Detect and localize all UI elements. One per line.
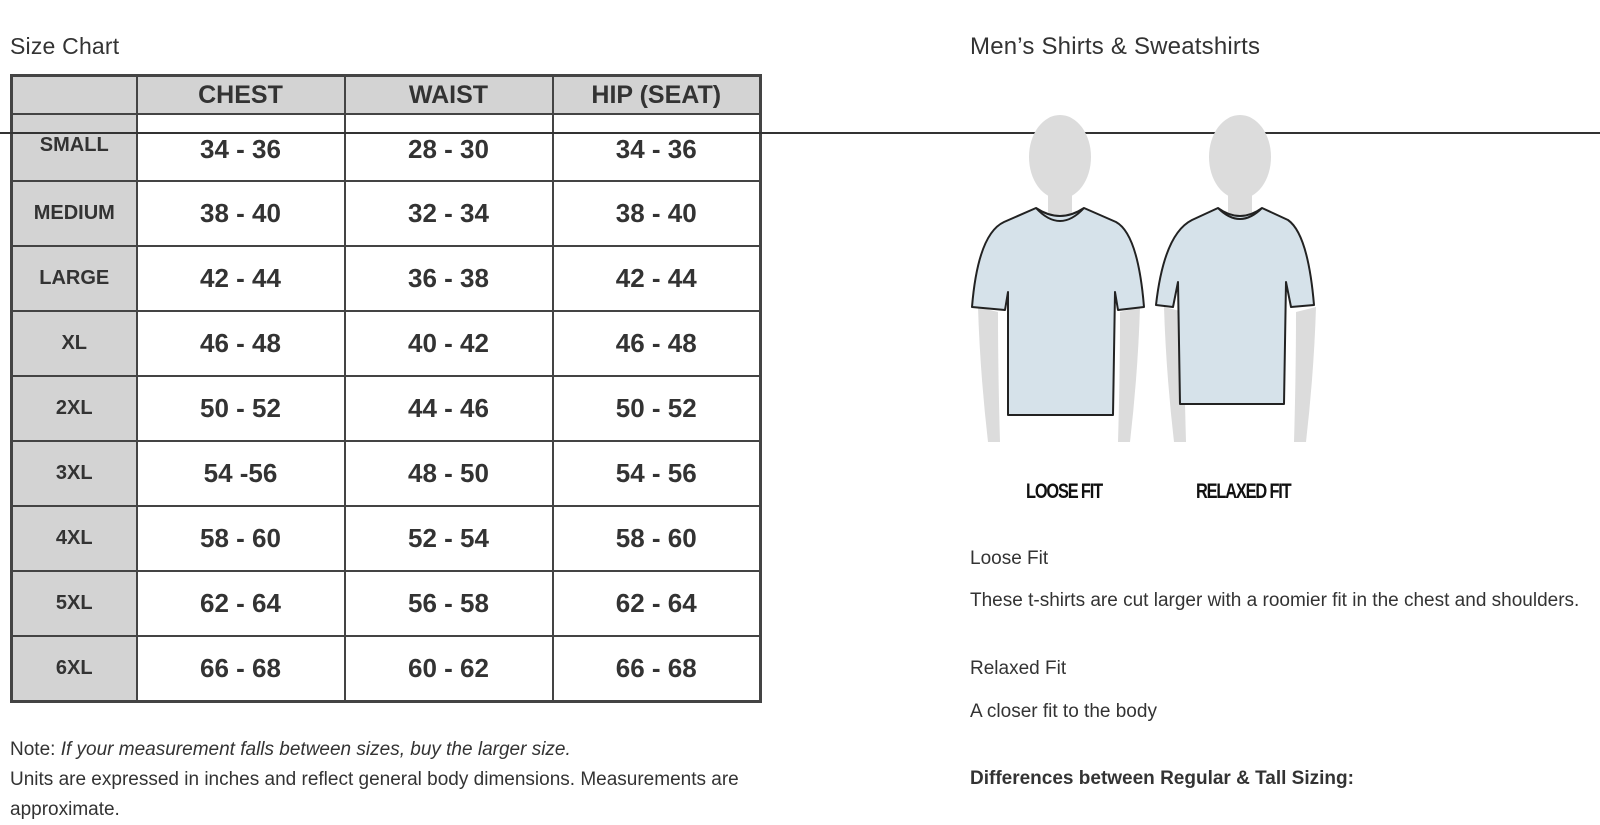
units-text: Units are expressed in inches and reflect general body dimensions. Measurements are approximate. bbox=[10, 769, 739, 820]
size-chart-table bbox=[10, 74, 762, 703]
waist-value: 32 - 34 bbox=[345, 181, 553, 246]
table-header-row bbox=[12, 76, 761, 115]
hip-value: 66 - 68 bbox=[553, 636, 761, 702]
relaxed-fit-description: A closer fit to the body bbox=[970, 701, 1157, 722]
chest-value: 42 - 44 bbox=[137, 246, 345, 311]
size-label: XL bbox=[12, 311, 137, 376]
size-note bbox=[10, 735, 780, 825]
hip-value: 54 - 56 bbox=[553, 441, 761, 506]
table-spacer-row bbox=[12, 114, 761, 132]
table-corner-cell bbox=[12, 76, 137, 115]
size-label: 2XL bbox=[12, 376, 137, 441]
hip-value: 34 - 36 bbox=[553, 132, 761, 181]
column-header-hip: HIP (SEAT) bbox=[553, 76, 761, 115]
note-label: Note: bbox=[10, 739, 56, 760]
size-chart-title: Size Chart bbox=[10, 33, 120, 59]
chest-value: 66 - 68 bbox=[137, 636, 345, 702]
column-header-waist: WAIST bbox=[345, 76, 553, 115]
relaxed-fit-heading: Relaxed Fit bbox=[970, 658, 1067, 679]
table-row bbox=[12, 246, 761, 311]
table-row bbox=[12, 441, 761, 506]
waist-value: 40 - 42 bbox=[345, 311, 553, 376]
waist-value: 60 - 62 bbox=[345, 636, 553, 702]
hip-value: 58 - 60 bbox=[553, 506, 761, 571]
chest-value: 38 - 40 bbox=[137, 181, 345, 246]
size-label: LARGE bbox=[12, 246, 137, 311]
chest-value: 58 - 60 bbox=[137, 506, 345, 571]
size-label: MEDIUM bbox=[12, 181, 137, 246]
fit-comparison-illustration bbox=[968, 112, 1328, 472]
waist-value: 36 - 38 bbox=[345, 246, 553, 311]
waist-value: 28 - 30 bbox=[345, 132, 553, 181]
column-header-chest: CHEST bbox=[137, 76, 345, 115]
relaxed-fit-shirt bbox=[1156, 208, 1314, 404]
waist-value: 52 - 54 bbox=[345, 506, 553, 571]
table-row bbox=[12, 376, 761, 441]
table-row bbox=[12, 181, 761, 246]
chest-value: 62 - 64 bbox=[137, 571, 345, 636]
chest-value: 50 - 52 bbox=[137, 376, 345, 441]
loose-fit-description: These t-shirts are cut larger with a roomier fit in the chest and shoulders. bbox=[970, 590, 1580, 611]
hip-value: 62 - 64 bbox=[553, 571, 761, 636]
horizontal-divider bbox=[0, 132, 1600, 134]
chest-value: 54 -56 bbox=[137, 441, 345, 506]
waist-value: 56 - 58 bbox=[345, 571, 553, 636]
relaxed-fit-figure-label: RELAXED FIT bbox=[1196, 480, 1291, 503]
hip-value: 46 - 48 bbox=[553, 311, 761, 376]
waist-value: 44 - 46 bbox=[345, 376, 553, 441]
size-label: 4XL bbox=[12, 506, 137, 571]
loose-fit-heading: Loose Fit bbox=[970, 548, 1049, 569]
table-row bbox=[12, 571, 761, 636]
size-label: 6XL bbox=[12, 636, 137, 702]
hip-value: 42 - 44 bbox=[553, 246, 761, 311]
size-label: SMALL bbox=[12, 132, 137, 181]
chest-value: 46 - 48 bbox=[137, 311, 345, 376]
table-row bbox=[12, 506, 761, 571]
chest-value: 34 - 36 bbox=[137, 132, 345, 181]
note-text: If your measurement falls between sizes, buy the larger size. bbox=[60, 739, 571, 760]
table-row bbox=[12, 132, 761, 181]
loose-fit-figure-label: LOOSE FIT bbox=[1026, 480, 1102, 503]
hip-value: 38 - 40 bbox=[553, 181, 761, 246]
waist-value: 48 - 50 bbox=[345, 441, 553, 506]
size-label: 3XL bbox=[12, 441, 137, 506]
fit-guide-title: Men’s Shirts & Sweatshirts bbox=[970, 33, 1261, 60]
sizing-differences-heading: Differences between Regular & Tall Sizing: bbox=[970, 768, 1354, 789]
hip-value: 50 - 52 bbox=[553, 376, 761, 441]
size-label: 5XL bbox=[12, 571, 137, 636]
table-row bbox=[12, 311, 761, 376]
table-row bbox=[12, 636, 761, 702]
